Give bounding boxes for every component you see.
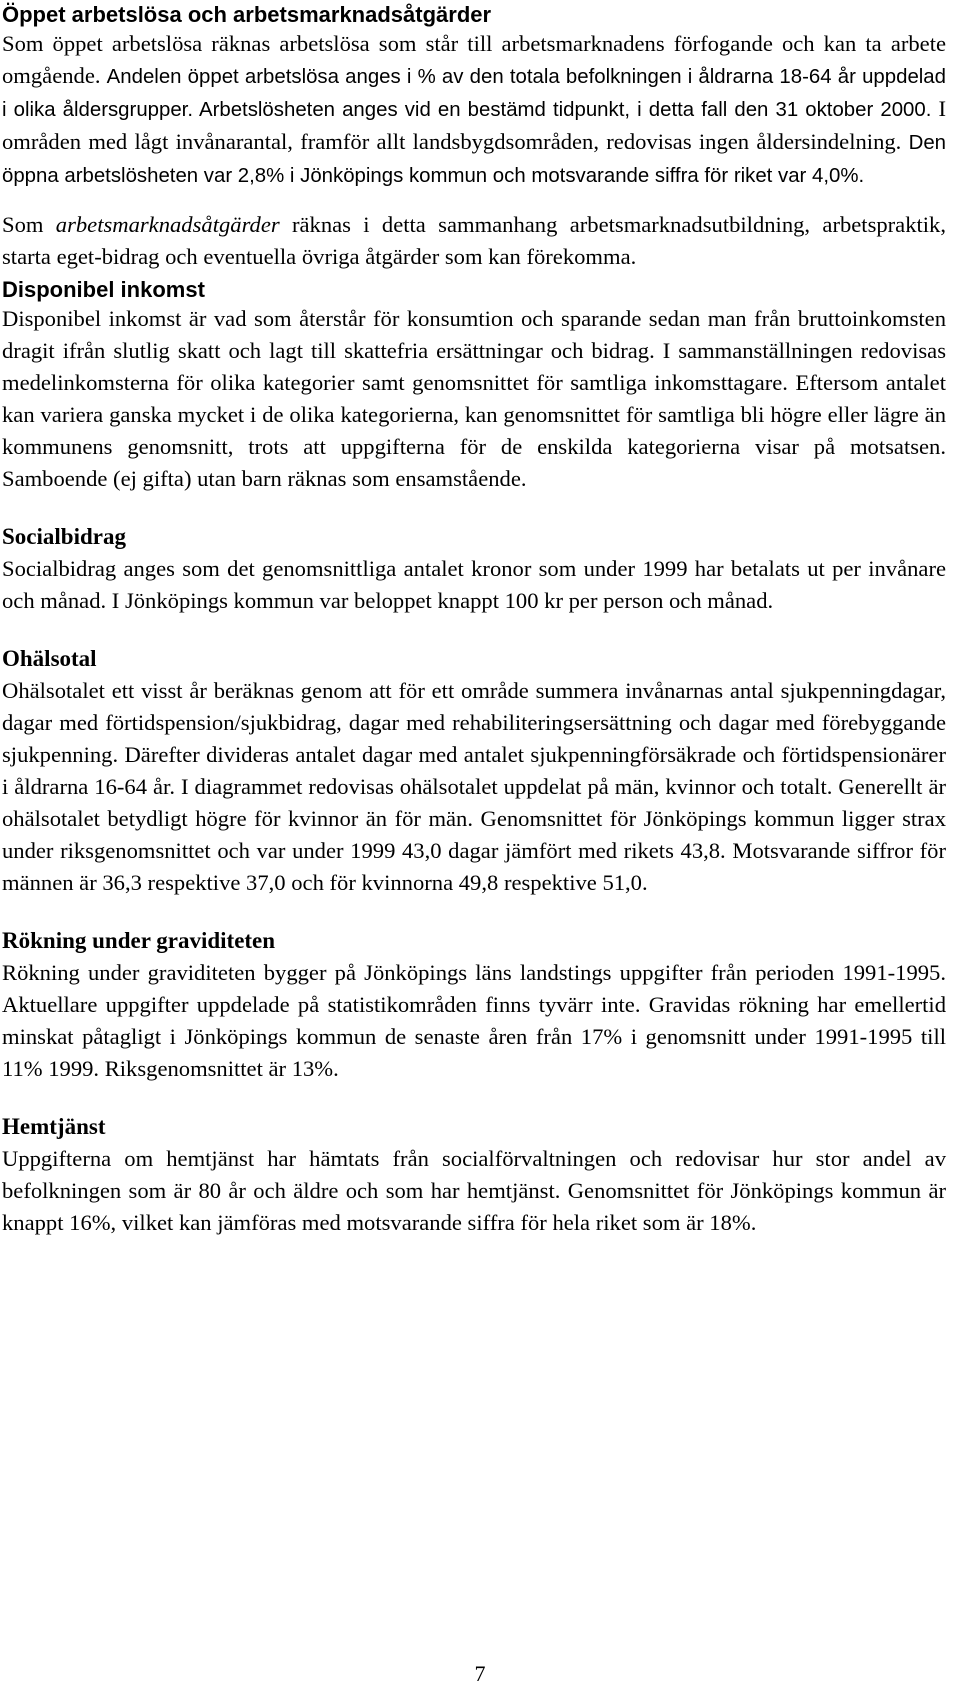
section-income <box>2 275 946 495</box>
text-run: I områden med lågt invånarantal, framför allt landsbygdsområden, redovisas ingen åldersindelning. <box>2 96 946 154</box>
emphasis-text: arbetsmarknadsåtgärder <box>55 212 280 237</box>
paragraph: Ohälsotalet ett visst år beräknas genom att för ett område summera invånarnas antal sjukpenningdagar, dagar med förtidspension/sjukbidrag, dagar med rehabiliteringsersättning och dagar med förebyggande sjukpenning. Därefter divideras antalet dagar med antalet sjukpenningförsäkrade och förtidspensionärer i åldrarna 16-64 år. I diagrammet redovisas ohälsotalet uppdelat på män, kvinnor och totalt. Generellt är ohälsotalet betydligt högre för kvinnor än för män. Genomsnittet för Jönköpings kommun ligger strax under riksgenomsnittet och var under 1999 43,0 dagar jämfört med rikets 43,8. Motsvarande siffror för männen är 36,3 respektive 37,0 och för kvinnorna 49,8 respektive 51,0. <box>2 678 946 895</box>
section-smoking <box>2 925 946 1085</box>
section-title: Ohälsotal <box>2 646 97 671</box>
section-title: Öppet arbetslösa och arbetsmarknadsåtgärder <box>2 2 492 27</box>
text-run: Andelen öppet arbetslösa anges i % av den totala befolkningen i åldrarna 18-64 år uppdelad i olika åldersgrupper. Arbetslösheten anges vid en bestämd tidpunkt, i detta fall den 31 oktober 2000. <box>2 66 946 121</box>
section-welfare <box>2 521 946 617</box>
text-run: Som <box>2 212 56 237</box>
paragraph: Socialbidrag anges som det genomsnittliga antalet kronor som under 1999 har betalats ut per invånare och månad. I Jönköpings kommun var beloppet knappt 100 kr per person och månad. <box>2 556 946 613</box>
paragraph <box>2 28 946 192</box>
document-page <box>2 0 946 1239</box>
section-unemployment <box>2 0 946 273</box>
section-title: Disponibel inkomst <box>2 277 205 302</box>
section-title: Socialbidrag <box>2 524 126 549</box>
section-sickness <box>2 643 946 899</box>
text-run: räknas i detta sammanhang arbetsmarknadsutbildning, arbetspraktik, starta eget-bidrag och eventuella övriga åtgärder som kan förekomma. <box>2 212 947 269</box>
paragraph: Disponibel inkomst är vad som återstår för konsumtion och sparande sedan man från bruttoinkomsten dragit ifrån slutlig skatt och lagt till skattefria ersättningar och bidrag. I sammanställningen redovisas medelinkomsterna för olika kategorier samt genomsnittet för samtliga inkomsttagare. Eftersom antalet kan variera ganska mycket i de olika kategorierna, kan genomsnittet för samtliga bli högre eller lägre än kommunens genomsnitt, trots att uppgifterna för de enskilda kategorierna visar på motsatsen. Samboende (ej gifta) utan barn räknas som ensamstående. <box>2 306 946 491</box>
paragraph <box>2 209 946 273</box>
paragraph: Rökning under graviditeten bygger på Jönköpings läns landstings uppgifter från perioden 1991-1995. Aktuellare uppgifter uppdelade på statistikområden finns tyvärr inte. Gravidas rökning har emellertid minskat påtagligt i Jönköpings kommun de senaste åren från 17% i genomsnitt under 1991-1995 till 11% 1999. Riksgenomsnittet är 13%. <box>2 960 946 1081</box>
section-title: Hemtjänst <box>2 1114 106 1139</box>
paragraph: Uppgifterna om hemtjänst har hämtats från socialförvaltningen och redovisar hur stor andel av befolkningen som är 80 år och äldre och som har hemtjänst. Genomsnittet för Jönköpings kommun är knappt 16%, vilket kan jämföras med motsvarande siffra för hela riket som är 18%. <box>2 1146 946 1235</box>
page-number: 7 <box>474 1661 486 1686</box>
section-homecare <box>2 1111 946 1239</box>
text-run: Den öppna arbetslösheten var 2,8% i Jönköpings kommun och motsvarande siffra för riket var 4,0%. <box>2 132 946 187</box>
section-title: Rökning under graviditeten <box>2 928 276 953</box>
text-run: Som öppet arbetslösa räknas arbetslösa som står till arbetsmarknadens förfogande och kan ta arbete omgående. <box>2 31 946 88</box>
